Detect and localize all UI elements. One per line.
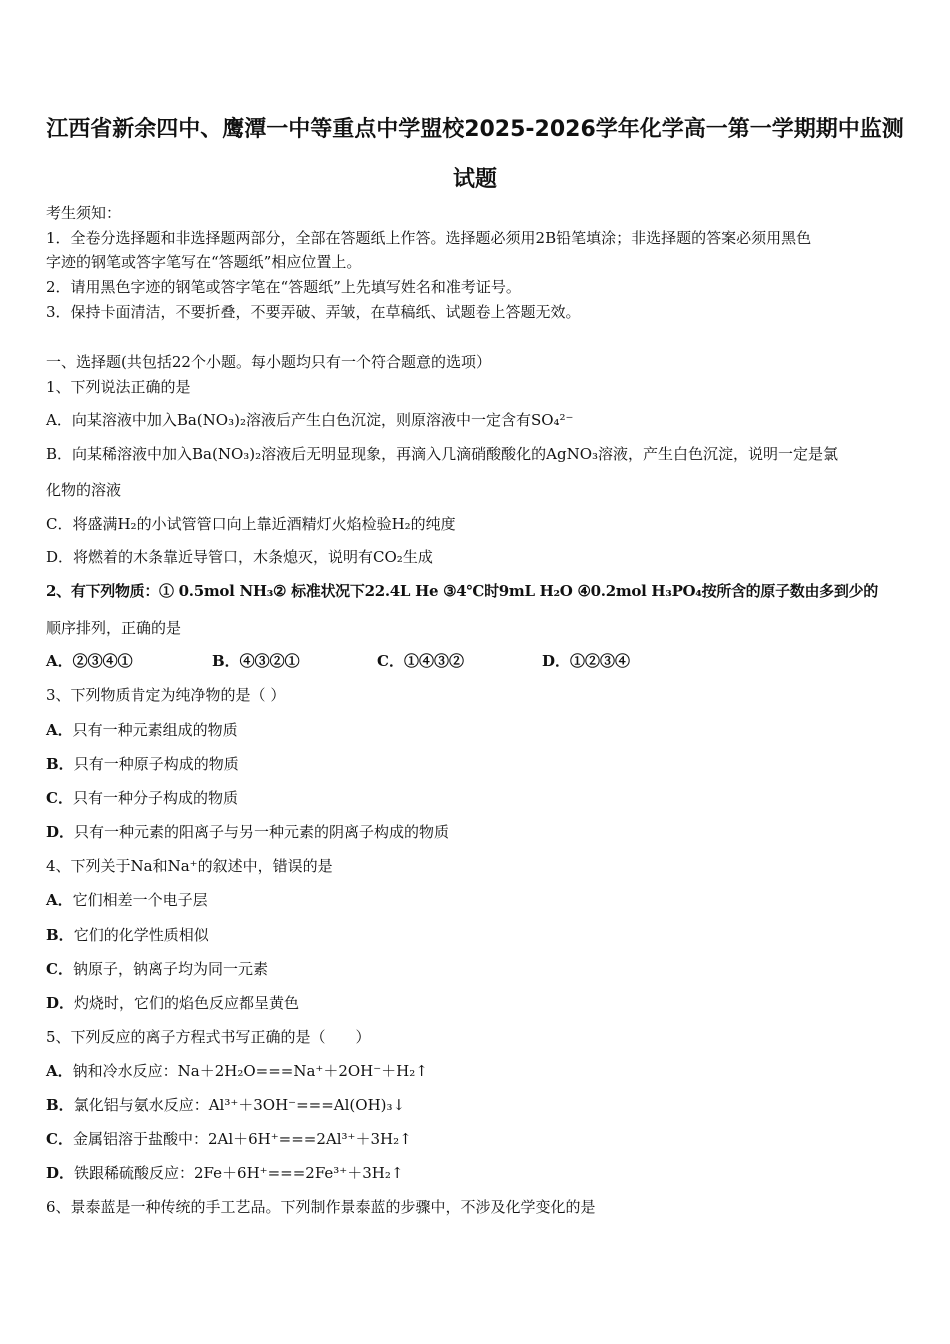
q3-option-b-label: B． (46, 755, 74, 773)
page-title-line-1: 江西省新余四中、鹰潭一中等重点中学盟校2025-2026学年化学高一第一学期期中监测 (46, 117, 904, 142)
notice-item-2: 2．请用黑色字迹的钢笔或答字笔在“答题纸”上先填写姓名和准考证号。 (46, 278, 521, 296)
section-heading: 一、选择题(共包括22个小题。每小题均只有一个符合题意的选项） (46, 353, 491, 371)
q4-option-c (46, 959, 268, 979)
q2-stem-line-1: 2、有下列物质：① 0.5mol NH₃② 标准状况下22.4L He ③4℃时9mL H₂O ④0.2mol H₃PO₄按所含的原子数由多到少的 (46, 582, 878, 600)
q4-option-c-label: C． (46, 960, 73, 978)
q5-option-d (46, 1163, 403, 1183)
q3-option-a-label: A． (46, 721, 73, 739)
q4-option-b-label: B． (46, 926, 74, 944)
q4-stem: 4、下列关于Na和Na⁺的叙述中，错误的是 (46, 857, 333, 875)
notice-item-3: 3．保持卡面清洁，不要折叠，不要弄破、弄皱，在草稿纸、试题卷上答题无效。 (46, 303, 581, 321)
q4-option-b-text: 它们的化学性质相似 (73, 926, 209, 944)
q4-option-c-text: 钠原子，钠离子均为同一元素 (72, 960, 268, 978)
q5-option-a (46, 1061, 428, 1081)
q4-option-d (46, 993, 299, 1013)
q5-stem: 5、下列反应的离子方程式书写正确的是（ ） (46, 1028, 371, 1046)
q2-option-b: B．④③②① (212, 652, 300, 670)
q5-option-a-label: A． (46, 1062, 73, 1080)
q4-option-a-text: 它们相差一个电子层 (72, 891, 208, 909)
q3-option-c-label: C． (46, 789, 73, 807)
q1-option-b-line-2: 化物的溶液 (46, 481, 122, 499)
q1-option-b-line-1: B．向某稀溶液中加入Ba(NO₃)₂溶液后无明显现象，再滴入几滴硝酸酸化的AgNO₃溶液，产生白色沉淀，说明一定是氯 (46, 445, 839, 463)
q3-option-c-text: 只有一种分子构成的物质 (72, 789, 238, 807)
q4-option-b (46, 925, 209, 945)
q4-option-a-label: A． (46, 891, 73, 909)
page-title-line-2: 试题 (452, 167, 497, 192)
notice-heading: 考生须知： (46, 204, 122, 222)
q5-option-d-label: D． (46, 1164, 75, 1182)
q5-option-c-text: 金属铝溶于盐酸中：2Al＋6H⁺===2Al³⁺＋3H₂↑ (72, 1130, 412, 1148)
q5-option-b-text: 氯化铝与氨水反应：Al³⁺＋3OH⁻===Al(OH)₃↓ (73, 1096, 406, 1114)
q1-option-d: D．将燃着的木条靠近导管口，木条熄灭，说明有CO₂生成 (46, 548, 433, 566)
q4-option-d-text: 灼烧时，它们的焰色反应都呈黄色 (74, 994, 300, 1012)
q5-option-c (46, 1129, 412, 1149)
q4-option-a (46, 890, 208, 910)
q1-stem: 1、下列说法正确的是 (46, 378, 191, 396)
q3-option-c (46, 788, 238, 808)
notice-item-1b: 字迹的钢笔或答字笔写在“答题纸”相应位置上。 (46, 253, 362, 271)
q1-option-c: C．将盛满H₂的小试管管口向上靠近酒精灯火焰检验H₂的纯度 (46, 515, 456, 533)
q3-stem: 3、下列物质肯定为纯净物的是（ ） (46, 686, 286, 704)
q5-option-a-text: 钠和冷水反应：Na＋2H₂O===Na⁺＋2OH⁻＋H₂↑ (72, 1062, 428, 1080)
q3-option-d-text: 只有一种元素的阳离子与另一种元素的阴离子构成的物质 (74, 823, 450, 841)
q3-option-b (46, 754, 239, 774)
q2-option-d: D．①②③④ (542, 652, 631, 670)
q1-option-a: A．向某溶液中加入Ba(NO₃)₂溶液后产生白色沉淀，则原溶液中一定含有SO₄²⁻ (46, 411, 574, 429)
q3-option-d-label: D． (46, 823, 75, 841)
q3-option-d (46, 822, 449, 842)
q3-option-a-text: 只有一种元素组成的物质 (72, 721, 238, 739)
q4-option-d-label: D． (46, 994, 75, 1012)
q3-option-b-text: 只有一种原子构成的物质 (73, 755, 239, 773)
q2-option-a: A．②③④① (46, 652, 133, 670)
q5-option-d-text: 铁跟稀硫酸反应：2Fe＋6H⁺===2Fe³⁺＋3H₂↑ (74, 1164, 404, 1182)
q2-stem-line-2: 顺序排列，正确的是 (46, 619, 182, 637)
notice-item-1a: 1．全卷分选择题和非选择题两部分，全部在答题纸上作答。选择题必须用2B铅笔填涂；非选择题的答案必须用黑色 (46, 229, 812, 247)
q5-option-b (46, 1095, 405, 1115)
q3-option-a (46, 720, 238, 740)
q5-option-b-label: B． (46, 1096, 74, 1114)
q2-option-c: C．①④③② (377, 652, 464, 670)
q6-stem: 6、景泰蓝是一种传统的手工艺品。下列制作景泰蓝的步骤中，不涉及化学变化的是 (46, 1198, 596, 1216)
q5-option-c-label: C． (46, 1130, 73, 1148)
